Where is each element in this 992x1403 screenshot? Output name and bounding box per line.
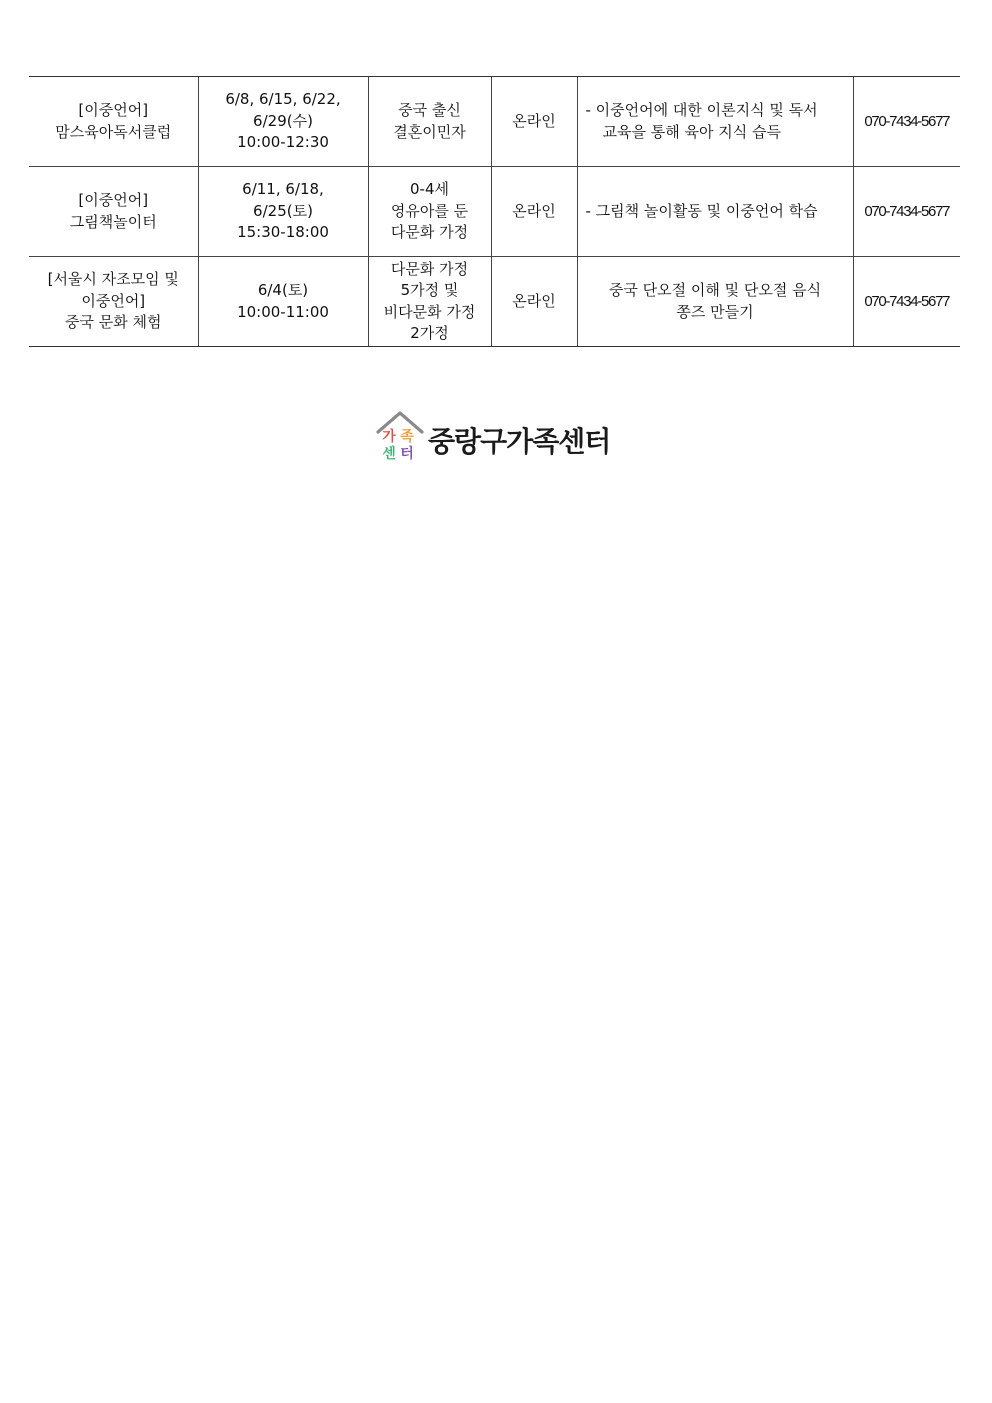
logo-char-teo: 터 [400,446,414,462]
house-logo-icon [376,410,426,462]
schedule-line: 10:00-11:00 [237,302,329,321]
content-line: 쫑즈 만들기 [676,302,754,321]
schedule-cell [198,167,368,257]
target-line: 비다문화 가정 [383,302,476,321]
table-row [29,167,960,257]
target-line: 결혼이민자 [393,122,466,141]
schedule-line: 6/8, 6/15, 6/22, [225,90,341,109]
schedule-cell [198,77,368,167]
program-name-cell [29,167,198,257]
method-cell: 온라인 [491,77,577,167]
logo-char-ga: 가 [382,429,396,445]
method-cell: 온라인 [491,257,577,347]
program-name-line: 그림책놀이터 [69,212,157,231]
logo-char-jok: 족 [400,429,414,445]
content-cell [577,257,853,347]
target-line: 2가정 [410,324,449,342]
program-name-line: 이중언어] [81,291,146,310]
schedule-cell [198,257,368,347]
schedule-line: 6/29(수) [253,111,313,130]
schedule-line: 15:30-18:00 [237,223,329,242]
program-name-cell [29,257,198,347]
content-line: 교육을 통해 육아 지식 습득 [602,122,781,141]
program-name-line: [서울시 자조모임 및 [47,270,179,289]
schedule-line: 10:00-12:30 [237,133,329,152]
target-cell [368,77,491,167]
target-line: 중국 출신 [398,101,461,119]
target-cell [368,167,491,257]
contact-phone-cell: 070-7434-5677 [853,257,960,347]
contact-phone-cell: 070-7434-5677 [853,77,960,167]
schedule-line: 6/4(토) [257,281,309,299]
target-line: 0-4세 [410,180,449,199]
target-line: 다문화 가정 [390,223,469,242]
content-cell [577,167,853,257]
target-line: 다문화 가정 [390,259,469,278]
table-row [29,77,960,167]
content-line: - 이중언어에 대한 이론지식 및 독서 [585,101,818,119]
target-line: 영유아를 둔 [390,201,469,220]
program-name-line: [이중언어] [78,101,149,119]
target-cell [368,257,491,347]
center-name: 중랑구가족센터 [428,425,611,458]
center-logo [376,410,636,462]
program-name-cell [29,77,198,167]
method-cell: 온라인 [491,167,577,257]
program-name-line: [이중언어] [78,191,149,209]
logo-char-sen: 센 [382,446,396,462]
program-name-line: 중국 문화 체험 [65,313,162,332]
contact-phone-cell: 070-7434-5677 [853,167,960,257]
program-name-line: 맘스육아독서클럽 [55,122,172,141]
content-cell [577,77,853,167]
program-schedule-table [29,76,960,347]
target-line: 5가정 및 [400,281,459,299]
content-line: 중국 단오절 이해 및 단오절 음식 [608,281,822,299]
content-line: - 그림책 놀이활동 및 이중언어 학습 [585,201,818,220]
schedule-line: 6/11, 6/18, [242,180,324,199]
schedule-line: 6/25(토) [253,201,313,220]
table-row [29,257,960,347]
